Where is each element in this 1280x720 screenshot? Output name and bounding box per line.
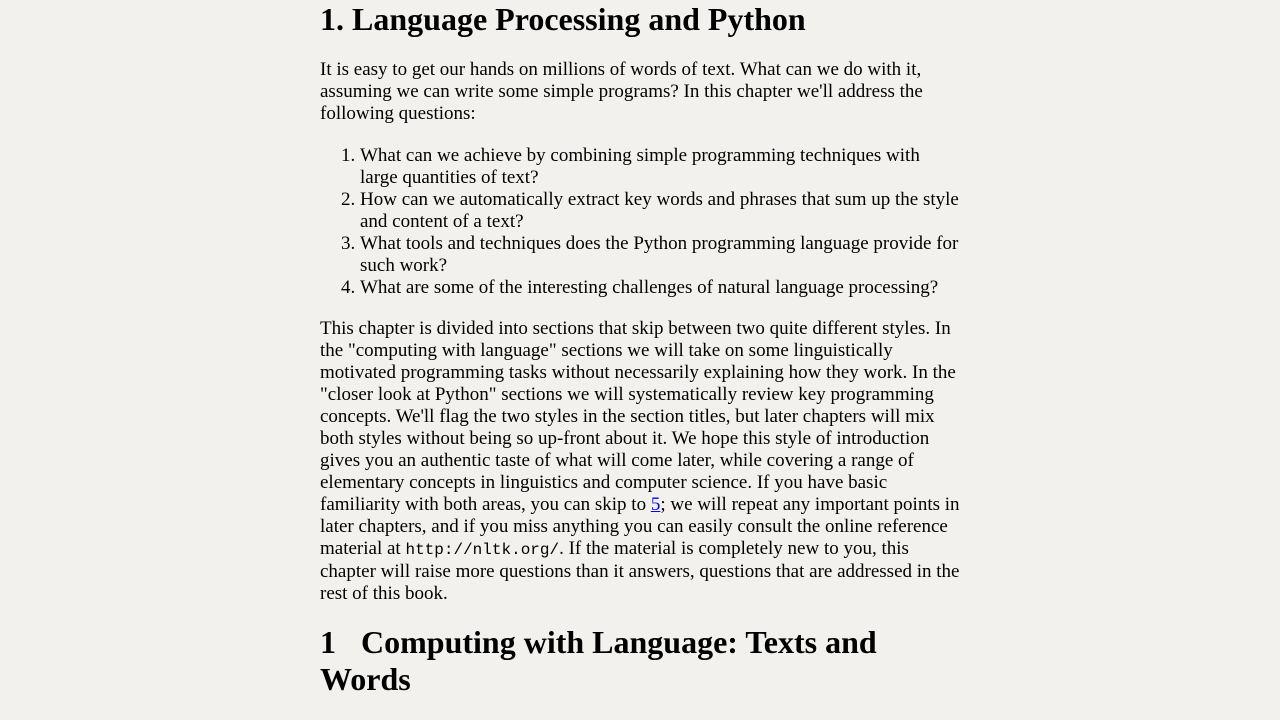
chapter-title: 1. Language Processing and Python: [320, 1, 806, 37]
list-item: 2. How can we automatically extract key words and phrases that sum up the style and content of a text?: [360, 189, 962, 233]
nltk-url: http://nltk.org/: [405, 541, 560, 559]
intro-paragraph: It is easy to get our hands on millions of words of text. What can we do with it, assuming we can write some simple programs? In this chapter we'll address the following questions:: [320, 59, 923, 124]
body-text-part3: . If the material is completely new to you, this chapter will raise more questions than it answers, questions that are addressed in the rest of this book.: [320, 538, 960, 604]
list-item: 4. What are some of the interesting challenges of natural language processing?: [360, 277, 962, 299]
list-item: 3. What tools and techniques does the Python programming language provide for such work?: [360, 233, 962, 277]
document-page: [320, 0, 962, 698]
body-paragraph: [320, 318, 962, 605]
section-heading: [320, 624, 962, 698]
list-item: 1. What can we achieve by combining simple programming techniques with large quantities of text?: [360, 145, 962, 189]
section-title: Computing with Language: Texts and Words: [320, 624, 877, 697]
questions-list: [320, 145, 962, 299]
body-text-part1: This chapter is divided into sections that skip between two quite different styles. In the "computing with language" sections we will take on some linguistically motivated programming tasks without necessarily explaining how they work. In the "closer look at Python" sections we will systematically review key programming concepts. We'll flag the two styles in the section titles, but later chapters will mix both styles without being so up-front about it. We hope this style of introduction gives you an authentic taste of what will come later, while covering a range of elementary concepts in linguistics and computer science. If you have basic familiarity with both areas, you can skip to: [320, 318, 956, 515]
section-number: 1: [320, 624, 336, 660]
body-text-part2: ; we will repeat any important points in later chapters, and if you miss anything you can easily consult the online reference material at: [320, 494, 960, 559]
chapter-5-link[interactable]: 5: [650, 494, 661, 515]
